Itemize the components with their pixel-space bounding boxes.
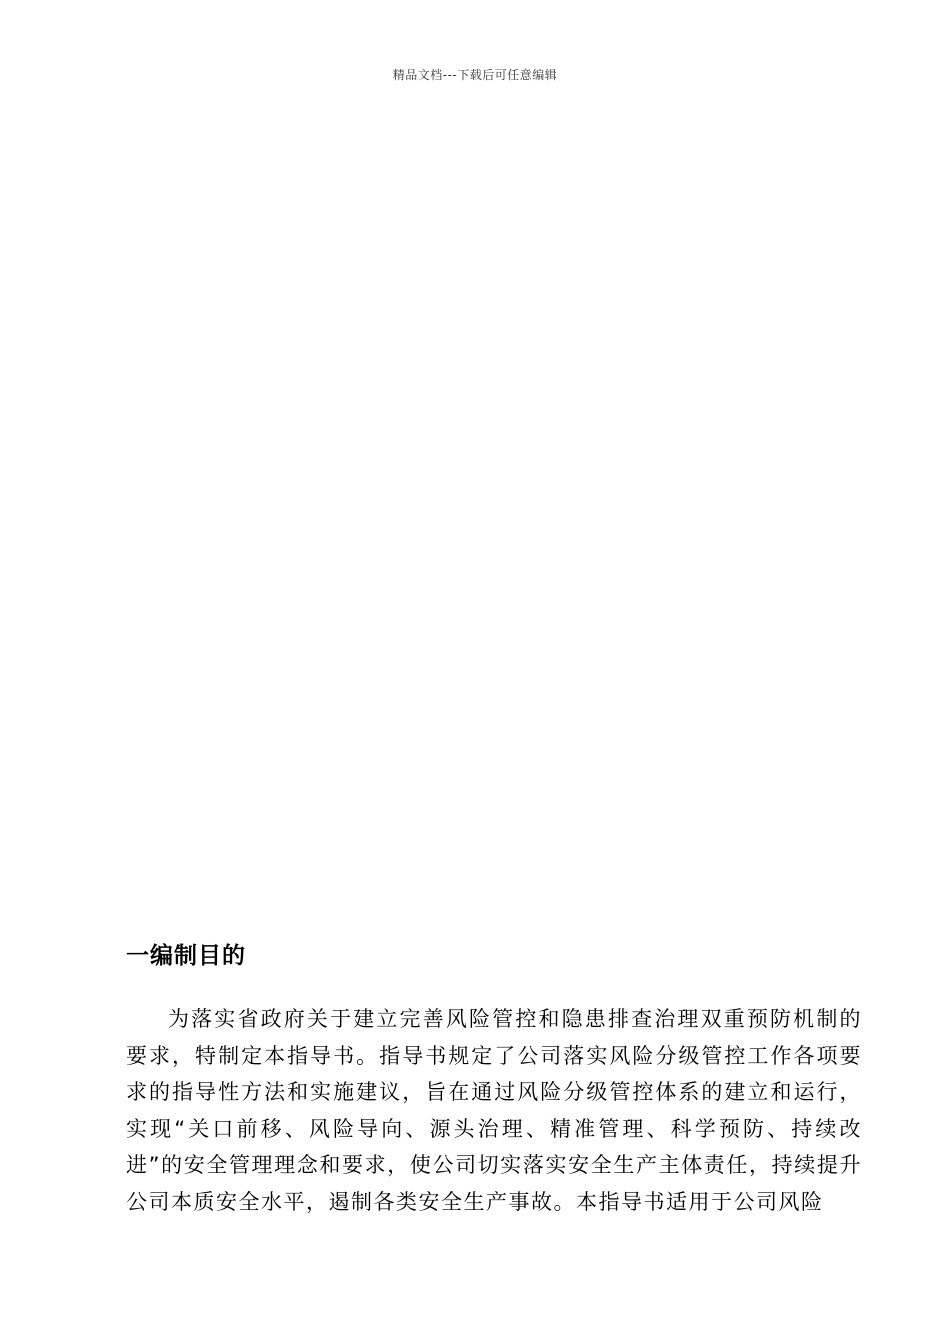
document-section bbox=[126, 938, 862, 1221]
body-paragraph: 为落实省政府关于建立完善风险管控和隐患排查治理双重预防机制的要求，特制定本指导书。指导书规定了公司落实风险分级管控工作各项要求的指导性方法和实施建议，旨在通过风险分级管控体系的建立和运行，实现“关口前移、风险导向、源头治理、精准管理、科学预防、持续改进”的安全管理理念和要求，使公司切实落实安全生产主体责任，持续提升公司本质安全水平，遏制各类安全生产事故。本指导书适用于公司风险 bbox=[126, 1007, 862, 1214]
page-header-watermark: 精品文档---下载后可任意编辑 bbox=[392, 68, 558, 82]
section-heading: 一编制目的 bbox=[126, 943, 246, 969]
